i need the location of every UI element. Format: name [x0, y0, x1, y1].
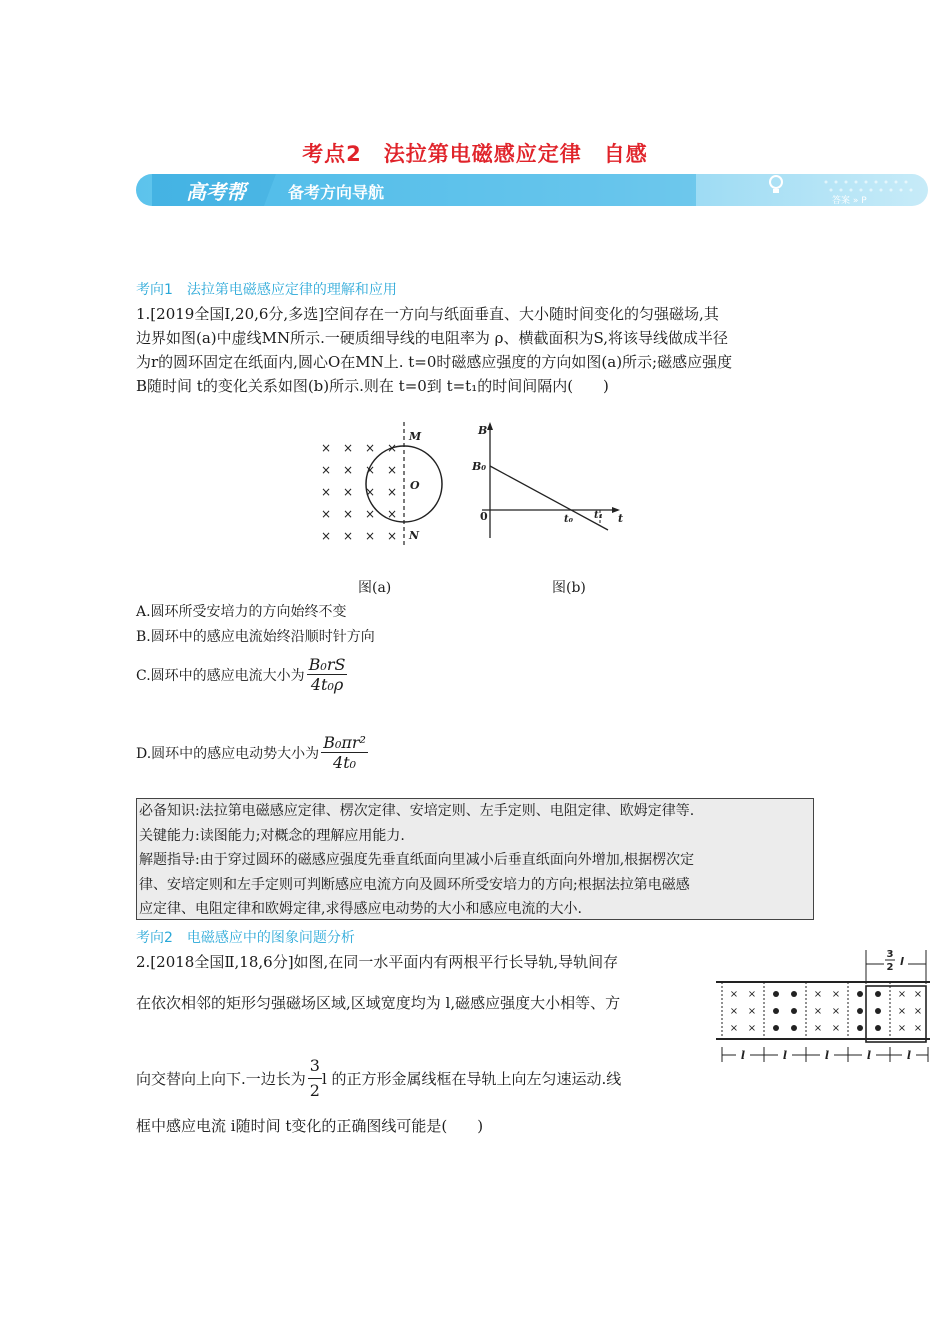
cross-mark: × [342, 463, 354, 477]
box-line-5: 应定律、电阻定律和欧姆定律,求得感应电动势的大小和感应电流的大小. [139, 901, 582, 917]
cross-mark: × [320, 529, 332, 543]
option-c-denominator: 4t₀ρ [310, 675, 344, 694]
option-d [136, 733, 368, 772]
svg-text:×: × [897, 1006, 907, 1017]
svg-text:×: × [747, 989, 757, 1000]
banner-sub-label: 备考方向导航 [288, 183, 385, 202]
q1-line-4: B随时间 t的变化关系如图(b)所示.则在 t=0到 t=t₁的时间间隔内( ) [136, 377, 609, 395]
cross-mark: × [342, 485, 354, 499]
box-line-4: 律、安培定则和左手定则可判断感应电流方向及圆环所受安培力的方向;根据法拉第电磁感 [139, 876, 690, 893]
tick-label-t1: t₁ [594, 510, 603, 521]
box-line-2: 关键能力:读图能力;对概念的理解应用能力. [139, 827, 405, 844]
figure-b-caption: 图(b) [552, 580, 586, 596]
svg-text:×: × [897, 989, 907, 1000]
svg-text:×: × [831, 1006, 841, 1017]
option-d-denominator: 4t₀ [333, 753, 357, 772]
svg-text:×: × [897, 1023, 907, 1034]
origin-label: 0 [480, 510, 488, 523]
cross-mark: × [342, 441, 354, 455]
axis-label-t: t [618, 512, 624, 525]
q2-line-4: 框中感应电流 i随时间 t变化的正确图线可能是( ) [136, 1117, 484, 1135]
q2-fraction-numerator: 3 [308, 1054, 322, 1079]
cross-mark: × [364, 529, 376, 543]
figure-b-graph [468, 420, 638, 544]
svg-text:×: × [747, 1023, 757, 1034]
svg-text:×: × [729, 1023, 739, 1034]
q2-line-3-prefix: 向交替向上向下.一边长为 [136, 1069, 306, 1088]
option-c-fraction [307, 655, 348, 694]
knowledge-box [136, 798, 814, 920]
tick-label-t0: t₀ [564, 514, 573, 525]
width-label: l [782, 1049, 788, 1062]
lightbulb-icon [764, 168, 788, 198]
q1-line-1: 1.[2019全国Ⅰ,20,6分,多选]空间存在一方向与纸面垂直、大小随时间变化的匀强磁场,其 [136, 305, 719, 323]
svg-text:×: × [813, 1006, 823, 1017]
option-d-fraction [321, 733, 368, 772]
cross-mark: × [320, 441, 332, 455]
option-c-numerator: B₀rS [308, 655, 346, 674]
q2-line-2: 在依次相邻的矩形匀强磁场区域,区域宽度均为 l,磁感应强度大小相等、方 [136, 994, 621, 1012]
cross-mark: × [364, 485, 376, 499]
svg-text:×: × [913, 1023, 923, 1034]
q2-fraction [308, 1054, 322, 1103]
q2-figure-rails [714, 944, 930, 1066]
option-c [136, 655, 347, 694]
q1-line-2: 边界如图(a)中虚线MN所示.一硬质细导线的电阻率为 ρ、横截面积为S,将该导线做成半径 [136, 329, 728, 347]
cross-mark: × [320, 463, 332, 477]
svg-text:×: × [831, 989, 841, 1000]
svg-text:×: × [813, 989, 823, 1000]
width-label: l [906, 1049, 912, 1062]
top-label-var: l [900, 955, 904, 968]
cross-mark: × [386, 529, 398, 543]
option-b: B.圆环中的感应电流始终沿顺时针方向 [136, 629, 375, 645]
cross-mark: × [342, 507, 354, 521]
q2-line-3 [136, 1054, 621, 1103]
section-banner [136, 172, 928, 208]
svg-text:×: × [729, 989, 739, 1000]
tick-label-b0: B₀ [472, 460, 487, 473]
cross-mark: × [386, 507, 398, 521]
section2-heading: 考向2 电磁感应中的图象问题分析 [136, 930, 355, 946]
top-label-denominator: 2 [886, 962, 894, 973]
label-o: O [410, 479, 420, 492]
q2-line-3-suffix: l 的正方形金属线框在导轨上向左匀速运动.线 [321, 1069, 622, 1088]
svg-text:×: × [747, 1006, 757, 1017]
svg-text:×: × [729, 1006, 739, 1017]
svg-text:×: × [913, 1006, 923, 1017]
banner-answer-ref: 答案 » P [832, 196, 867, 206]
cross-mark: × [364, 441, 376, 455]
axis-label-b: B [478, 424, 488, 437]
q2-line-1: 2.[2018全国Ⅱ,18,6分]如图,在同一水平面内有两根平行长导轨,导轨间存 [136, 953, 619, 971]
svg-text:×: × [913, 989, 923, 1000]
figure-a-diagram [312, 418, 452, 550]
svg-text:×: × [831, 1023, 841, 1034]
width-label: l [740, 1049, 746, 1062]
cross-mark: × [364, 463, 376, 477]
cross-mark: × [342, 529, 354, 543]
cross-mark: × [320, 507, 332, 521]
b-line-series [490, 466, 608, 530]
option-c-prefix: C.圆环中的感应电流大小为 [136, 667, 305, 684]
banner-main-label: 高考帮 [186, 180, 246, 204]
cross-mark: × [386, 441, 398, 455]
cross-mark: × [320, 485, 332, 499]
option-d-prefix: D.圆环中的感应电动势大小为 [136, 745, 320, 762]
section1-heading: 考向1 法拉第电磁感应定律的理解和应用 [136, 282, 397, 298]
label-m: M [409, 430, 422, 443]
cross-mark: × [386, 485, 398, 499]
cross-mark: × [364, 507, 376, 521]
figure-a-caption: 图(a) [358, 580, 392, 596]
top-label-numerator: 3 [886, 949, 894, 960]
page-title: 考点2 法拉第电磁感应定律 自感 [302, 142, 648, 166]
width-label: l [866, 1049, 872, 1062]
option-d-numerator: B₀πr² [323, 733, 366, 752]
label-n: N [409, 529, 420, 542]
box-line-3: 解题指导:由于穿过圆环的磁感应强度先垂直纸面向里减小后垂直纸面向外增加,根据楞次定 [139, 852, 695, 868]
svg-text:×: × [813, 1023, 823, 1034]
box-line-1: 必备知识:法拉第电磁感应定律、楞次定律、安培定则、左手定则、电阻定律、欧姆定律等. [139, 803, 695, 819]
cross-mark: × [386, 463, 398, 477]
q2-fraction-denominator: 2 [309, 1081, 320, 1100]
q1-line-3: 为r的圆环固定在纸面内,圆心O在MN上. t=0时磁感应强度的方向如图(a)所示;磁感应强度 [136, 353, 733, 371]
option-a: A.圆环所受安培力的方向始终不变 [136, 604, 347, 620]
width-label: l [824, 1049, 830, 1062]
